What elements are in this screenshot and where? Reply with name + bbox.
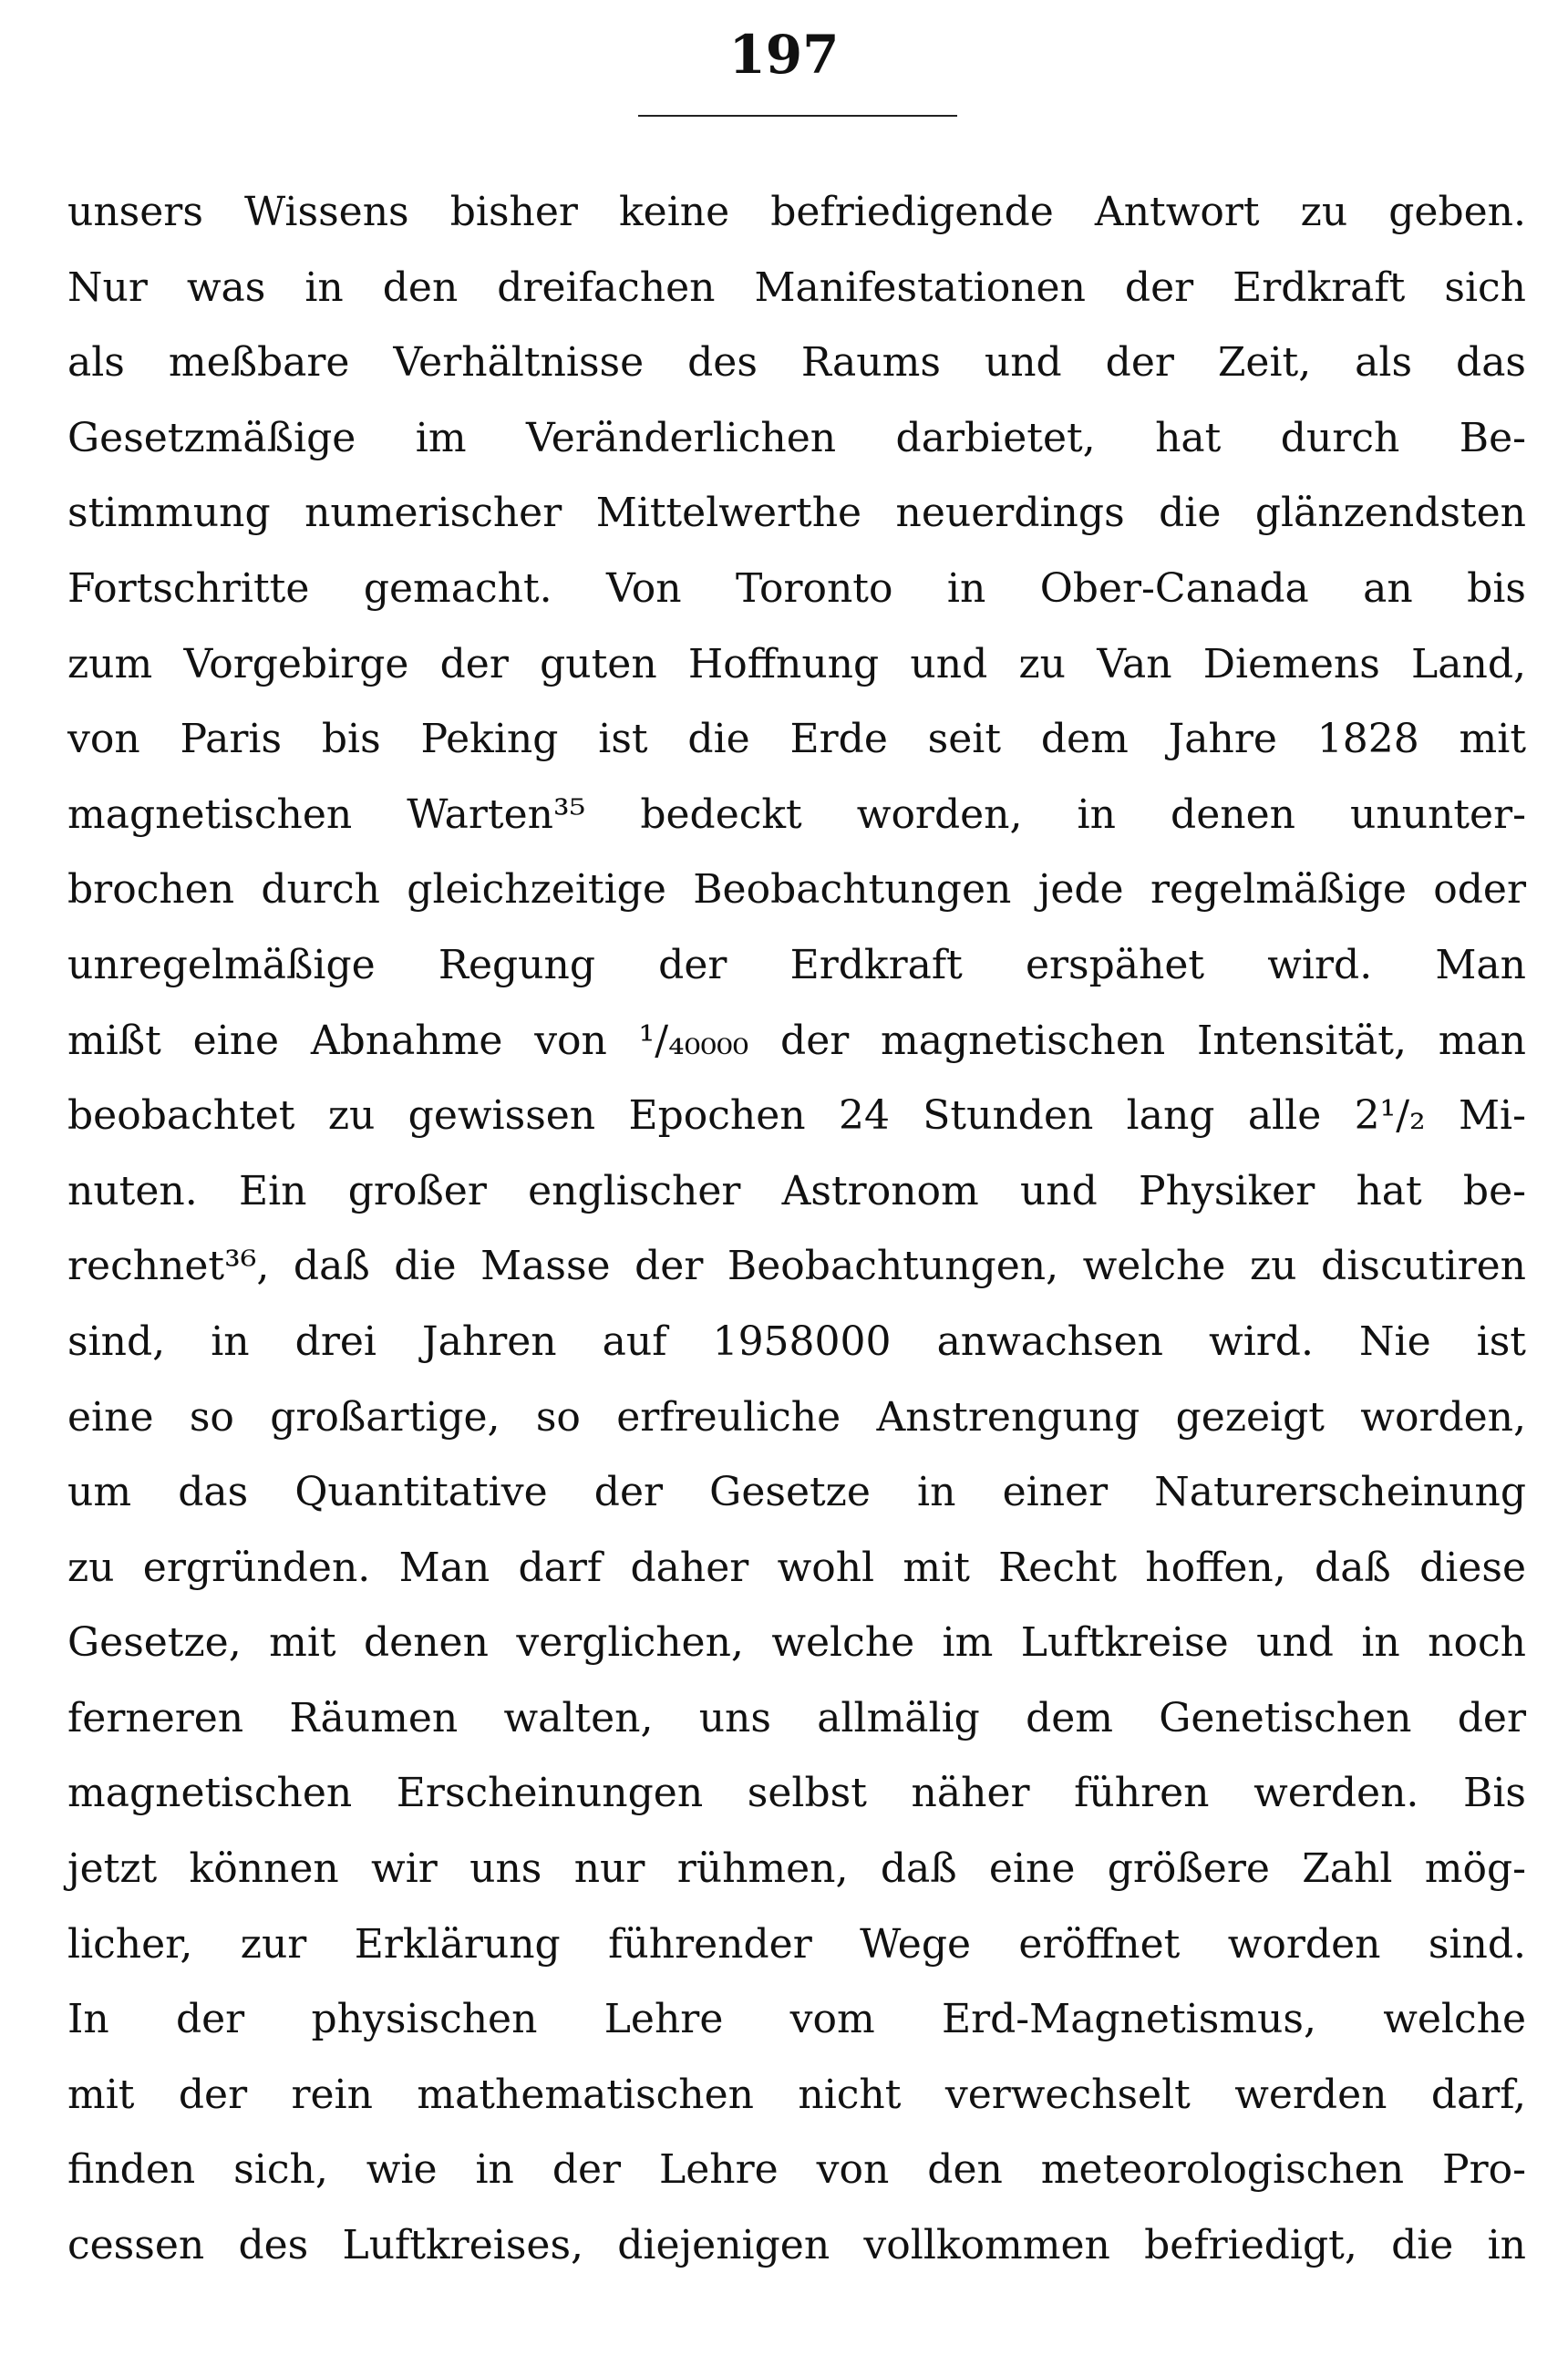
text-line: finden sich, wie in der Lehre von den meteorologischen Pro- [67,2146,1526,2194]
text-line: nuten. Ein großer englischer Astronom und Physiker hat be- [67,1167,1526,1214]
text-line: cessen des Luftkreises, diejenigen vollkommen befriedigt, die in [67,2222,1526,2269]
text-line: zum Vorgebirge der guten Hoffnung und zu Van Diemens Land, [67,640,1526,687]
text-line: Nur was in den dreifachen Manifestationen der Erdkraft sich [67,264,1526,311]
text-line: In der physischen Lehre vom Erd-Magnetismus, welche [67,1996,1526,2043]
text-line: licher, zur Erklärung führender Wege eröffnet worden sind. [67,1920,1526,1968]
text-line: von Paris bis Peking ist die Erde seit dem Jahre 1828 mit [67,716,1526,763]
text-line: jetzt können wir uns nur rühmen, daß eine größere Zahl mög- [67,1845,1526,1893]
text-line: magnetischen Erscheinungen selbst näher führen werden. Bis [67,1770,1526,1817]
text-line: sind, in drei Jahren auf 1958000 anwachsen wird. Nie ist [67,1318,1526,1365]
text-line: zu ergründen. Man darf daher wohl mit Recht hoffen, daß diese [67,1544,1526,1591]
text-line: Fortschritte gemacht. Von Toronto in Ober-Canada an bis [67,564,1526,612]
text-line: ferneren Räumen walten, uns allmälig dem Genetischen der [67,1694,1526,1741]
text-line: Gesetze, mit denen verglichen, welche im Luftkreise und in noch [67,1619,1526,1667]
body-text [67,175,1526,2284]
text-line: um das Quantitative der Gesetze in einer Naturerscheinung [67,1469,1526,1516]
header-rule [638,115,957,117]
text-line: unregelmäßige Regung der Erdkraft erspähet wird. Man [67,941,1526,988]
text-line: eine so großartige, so erfreuliche Anstrengung gezeigt worden, [67,1393,1526,1441]
text-line: als meßbare Verhältnisse des Raums und der Zeit, als das [67,339,1526,387]
text-line: beobachtet zu gewissen Epochen 24 Stunden lang alle 2¹/₂ Mi- [67,1092,1526,1140]
text-line: magnetischen Warten³⁵ bedeckt worden, in denen ununter- [67,790,1526,838]
page-number: 197 [728,24,840,86]
text-line: mit der rein mathematischen nicht verwechselt werden darf, [67,2071,1526,2118]
text-line: brochen durch gleichzeitige Beobachtungen jede regelmäßige oder [67,866,1526,914]
text-line: unsers Wissens bisher keine befriedigende Antwort zu geben. [67,189,1526,235]
text-line: mißt eine Abnahme von ¹/₄₀₀₀₀ der magnetischen Intensität, man [67,1017,1526,1064]
text-line: stimmung numerischer Mittelwerthe neuerdings die glänzendsten [67,490,1526,537]
text-line: Gesetzmäßige im Veränderlichen darbietet, hat durch Be- [67,414,1526,461]
text-line: rechnet³⁶, daß die Masse der Beobachtungen, welche zu discutiren [67,1243,1526,1290]
